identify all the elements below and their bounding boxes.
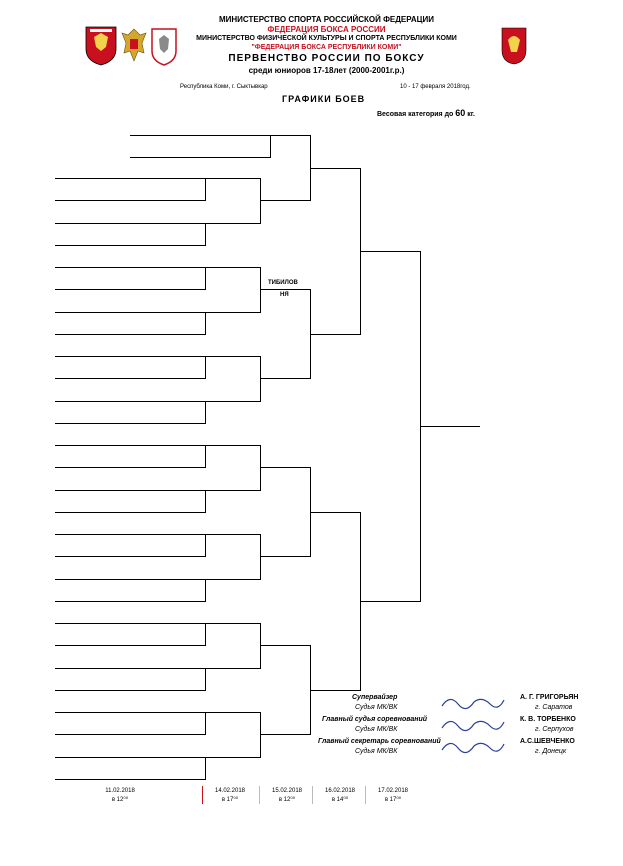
bout-connector	[260, 378, 310, 379]
official-name: А. Г. ГРИГОРЬЯН	[520, 694, 579, 701]
fighter-underline	[55, 356, 205, 357]
weight-unit: кг.	[467, 111, 475, 118]
bout-connector	[205, 267, 260, 268]
bout-connector	[310, 512, 360, 513]
signature-icon	[438, 736, 508, 756]
bout-connector	[205, 712, 206, 735]
fighter-underline	[55, 423, 205, 424]
signature-icon	[438, 692, 508, 712]
document-title: ГРАФИКИ БОЕВ	[282, 94, 366, 104]
championship-title: ПЕРВЕНСТВО РОССИИ ПО БОКСУ	[228, 53, 425, 64]
bout-connector	[205, 445, 206, 468]
official-role: Супервайзер	[352, 694, 398, 701]
schedule-date: 15.02.2018	[271, 788, 303, 794]
schedule-date: 16.02.2018	[324, 788, 356, 794]
bout-connector	[205, 312, 260, 313]
bout-connector	[205, 445, 260, 446]
fighter-underline	[55, 200, 205, 201]
fighter-underline	[55, 267, 205, 268]
schedule-time: в 17⁰⁰	[221, 797, 239, 803]
bout-connector	[270, 135, 271, 158]
bout-connector	[260, 645, 310, 646]
komi-federation-title: "ФЕДЕРАЦИЯ БОКСА РЕСПУБЛИКИ КОМИ"	[251, 44, 402, 51]
signature-icon	[438, 714, 508, 734]
official-city: г. Серпухов	[535, 726, 574, 733]
schedule-time: в 12⁰⁰	[278, 797, 296, 803]
bout-connector	[205, 223, 260, 224]
bout-connector	[205, 356, 206, 379]
bout-connector	[205, 178, 206, 201]
bout-connector	[420, 426, 480, 427]
fighter-underline	[55, 401, 205, 402]
age-category: среди юниоров 17-18лет (2000-2001г.р.)	[248, 66, 405, 75]
bout-connector	[205, 579, 260, 580]
fighter-underline	[55, 245, 205, 246]
fighter-underline	[55, 490, 205, 491]
bout-connector	[310, 168, 360, 169]
schedule-divider	[259, 786, 260, 804]
bout-connector	[260, 734, 310, 735]
bout-connector	[205, 401, 260, 402]
bout-connector	[270, 135, 310, 136]
fighter-underline	[55, 690, 205, 691]
bout-connector	[205, 757, 260, 758]
bout-connector	[205, 267, 206, 290]
schedule-divider	[202, 786, 203, 804]
fighter-underline	[55, 757, 205, 758]
fighter-underline	[55, 178, 205, 179]
bout-winner: ТИБИЛОВ	[268, 280, 298, 286]
bout-connector	[205, 757, 206, 780]
fighter-underline	[55, 556, 205, 557]
event-dates: 10 - 17 февраля 2018год.	[400, 84, 471, 90]
official-category: Судья МК/ВК	[355, 704, 398, 711]
fighter-underline	[55, 312, 205, 313]
official-role: Главный секретарь соревнований	[318, 738, 441, 745]
bout-connector	[205, 223, 206, 246]
schedule-date: 14.02.2018	[214, 788, 246, 794]
official-city: г. Саратов	[535, 704, 573, 711]
schedule-divider	[365, 786, 366, 804]
schedule-time: в 17⁰⁰	[384, 797, 402, 803]
official-name: К. В. ТОРБЕНКО	[520, 716, 576, 723]
fighter-underline	[55, 378, 205, 379]
official-category: Судья МК/ВК	[355, 726, 398, 733]
fighter-underline	[55, 334, 205, 335]
bout-connector	[360, 601, 420, 602]
fighter-underline	[55, 779, 205, 780]
weight-value: 60	[455, 108, 466, 118]
bout-connector	[205, 623, 206, 646]
bout-connector	[205, 668, 260, 669]
location-text: Республика Коми, г. Сыктывкар	[180, 84, 268, 90]
fighter-underline	[55, 623, 205, 624]
fighter-underline	[55, 734, 205, 735]
bout-connector	[310, 334, 360, 335]
bout-connector	[260, 289, 310, 290]
bout-connector	[205, 712, 260, 713]
fighter-underline	[55, 579, 205, 580]
fighter-underline	[55, 645, 205, 646]
komi-ministry-title: МИНИСТЕРСТВО ФИЗИЧЕСКОЙ КУЛЬТУРЫ И СПОРТА РЕСПУБЛИКИ КОМИ	[196, 35, 457, 42]
fighter-underline	[130, 135, 270, 136]
fighter-underline	[55, 668, 205, 669]
schedule-date: 17.02.2018	[377, 788, 409, 794]
bout-connector	[310, 690, 360, 691]
bout-connector	[260, 467, 310, 468]
weight-prefix: Весовая категория до	[377, 111, 454, 118]
schedule-time: в 14⁰⁰	[331, 797, 349, 803]
bout-connector	[205, 178, 260, 179]
fighter-underline	[55, 445, 205, 446]
bout-connector	[205, 356, 260, 357]
fighter-underline	[55, 467, 205, 468]
bout-connector	[205, 623, 260, 624]
official-city: г. Донецк	[535, 748, 567, 755]
bout-connector	[205, 312, 206, 335]
fighter-underline	[55, 534, 205, 535]
bout-connector	[205, 401, 206, 424]
bout-connector	[260, 200, 310, 201]
schedule-date: 11.02.2018	[105, 788, 135, 794]
fighter-underline	[55, 223, 205, 224]
federation-title: ФЕДЕРАЦИЯ БОКСА РОССИИ	[267, 25, 386, 34]
bout-connector	[205, 668, 206, 691]
bout-connector	[260, 556, 310, 557]
schedule-time: в 12⁰⁰	[111, 797, 129, 803]
bout-connector	[360, 251, 420, 252]
fighter-underline	[55, 512, 205, 513]
ministry-title: МИНИСТЕРСТВО СПОРТА РОССИЙСКОЙ ФЕДЕРАЦИИ	[218, 15, 435, 24]
fighter-underline	[55, 712, 205, 713]
bout-connector	[205, 490, 260, 491]
official-category: Судья МК/ВК	[355, 748, 398, 755]
official-name: А.С.ШЕВЧЕНКО	[520, 738, 575, 745]
fighter-underline	[55, 289, 205, 290]
weight-category	[377, 108, 475, 118]
bout-winner-wrap: НЯ	[280, 292, 289, 298]
schedule-divider	[312, 786, 313, 804]
official-role: Главный судья соревнований	[322, 716, 428, 723]
bout-connector	[205, 490, 206, 513]
bout-connector	[205, 579, 206, 602]
fighter-underline	[55, 601, 205, 602]
fighter-underline	[130, 157, 270, 158]
bout-connector	[205, 534, 206, 557]
bout-connector	[205, 534, 260, 535]
